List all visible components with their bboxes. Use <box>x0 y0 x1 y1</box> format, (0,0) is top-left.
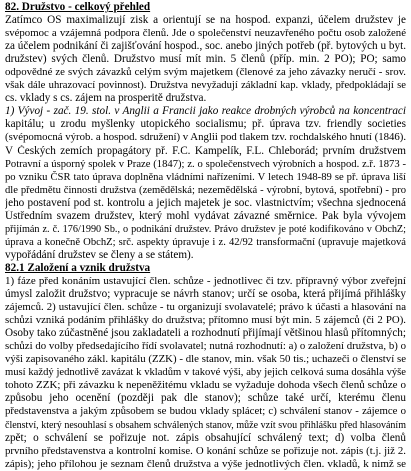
text-line: odpovědné ze svých závazků celým svým majetkem (členové za jeho závazky neručí - srov. <box>5 66 406 79</box>
text-line: však dále uhrazovací povinnost). Družstva nevyžadují základní kap. vklady, předpokládají se <box>5 80 406 92</box>
section-82-body <box>5 14 406 262</box>
text-line: Zatímco OS maximalizují zisk a orientují se na hospod. expanzi, účelem družstev je <box>5 14 406 27</box>
text-line: úprava a konečně ObchZ; srč. aspekty úpravuje i z. 42/92 transformační (upravuje majetková <box>5 236 406 248</box>
text-line: Ústředním svazem družstev, který mohl vydávat závazné směrnice. Pak byla vývojem <box>5 209 406 222</box>
text-line: výši zapisovaného zákl. kapitálu (ZZK) - dle stanov, min. však 50 tis.; uchazeči o členství se <box>5 353 406 366</box>
section-heading-82-1: 82.1 Založení a vznik družstva <box>5 261 151 274</box>
text-line: zápis); jeho přílohou je seznam členů družstva a výše jednotlivých člen. vkladů, k nimž se <box>5 457 406 470</box>
text-line: (svépomocná výrob. a hospod. sdružení) v Anglii pod tlakem tzv. rochdalského hnutí (1846). <box>5 131 406 144</box>
text-line: prvního představenstva a kontrolní komise. O konání schůze se pořizuje not. zápis (t.j. již 2. <box>5 444 406 457</box>
text-line: Potravní a úsporný spolek v Praze (1847); z. o společenstvech výrobních a hospod. z.ř. 1873 - <box>5 158 406 170</box>
text-line: jeho postavení pod st. kontrolu a jejich majetek je soc. vlastnictvím; všechna sjednocená <box>5 196 406 209</box>
text-line: schůzi do volby předsedajícího řídí svolavatel; nutná rozhodnutí: a) o založení družstva, b) o <box>5 340 406 353</box>
text-line: Osoby tako zúčastněné jsou zakladateli a rozhodnutí přijímají většinou hlasů přítomných; <box>5 327 406 340</box>
text-line: způsobu jeho ocenění (později pak dle stanov); schůze také určí, kterému členu <box>5 392 406 405</box>
text-line: musí každý jednotlivě zavázat k vkladům v takové výši, aby jejich celková suma dosáhla výše <box>5 367 406 379</box>
text-line: 1) fáze před konáním ustavující člen. schůze - jednotlivec či tzv. přípravný výbor zveřejní <box>5 274 406 287</box>
text-line: svépomoc a vzájemná podpora členů. Jde o společenství neuzavřeného počtu osob založené <box>5 27 406 40</box>
text-line: zájemců. 2) ustavující člen. schůze - tu organizují svolavatelé; právo k účasti a hlasování na <box>5 301 406 314</box>
text-line: V Českých zemích propagátory př. F.C. Kampelík, F.L. Chleborád; prvním družstvem <box>5 144 406 157</box>
section-heading-82: 82. Družstvo - celkový přehled <box>5 1 151 13</box>
text-line: zpět; o schválení se pořizuje not. zápis obsahující schválený text; d) volba členů <box>5 431 406 444</box>
text-line: 1) Vývoj - zač. 19. stol. v Anglii a Francii jako reakce drobných výrobců na koncentraci <box>5 105 406 118</box>
text-line: cs. vklady s cs. zájem na prosperitě družstva. <box>5 92 207 105</box>
text-line: přijímán z. č. 176/1990 Sb., o podnikání družstev. Právo družstev je poté kodifikováno v ObchZ; <box>5 223 406 235</box>
text-line: tohoto ZZK; při závazku k nepeněžitému vkladu se vyžaduje dohoda všech členů schůze o <box>5 379 406 392</box>
text-line: členství, který nesouhlasí s obsahem schválených stanov, může vzít svou přihlášku před hlasováním <box>5 419 406 431</box>
text-line: kapitálu; u zrodu myšlenky utopického socialismu; př. úprava tzv. friendly societies <box>5 118 406 131</box>
text-line: schůzi vzniká podáním přihlášky do družstva; přítomno musí být min. 5 zájemců (či 2 PO). <box>5 314 406 327</box>
text-line: družstev) svých členů. Družstvo musí mít min. 5 členů (příp. min. 2 PO); PO; samo <box>5 53 406 66</box>
text-line: za účelem podnikání či zajišťování hospod., soc. anebo jiných potřeb (př. bytových u byt. <box>5 40 406 53</box>
text-line: po vzniku ČSR tato úprava doplněna vládními nařízeními. V letech 1948-89 se př. úprava liší <box>5 171 406 183</box>
text-line: dle předmětu činnosti družstva (zemědělská; nezemědělská - výrobní, bytová, spotřební) - pro <box>5 184 406 196</box>
text-line: představenstva a jakým způsobem se budou vklady splácet; c) schválení stanov - zájemce o <box>5 405 406 418</box>
text-line: úmysl založit družstvo; vypracuje se návrh stanov; určí se osoba, která přijímá přihlášky <box>5 288 406 301</box>
text-line: vypořádání družstev se členy a se státem). <box>5 248 194 261</box>
section-82-1-body <box>5 275 406 471</box>
